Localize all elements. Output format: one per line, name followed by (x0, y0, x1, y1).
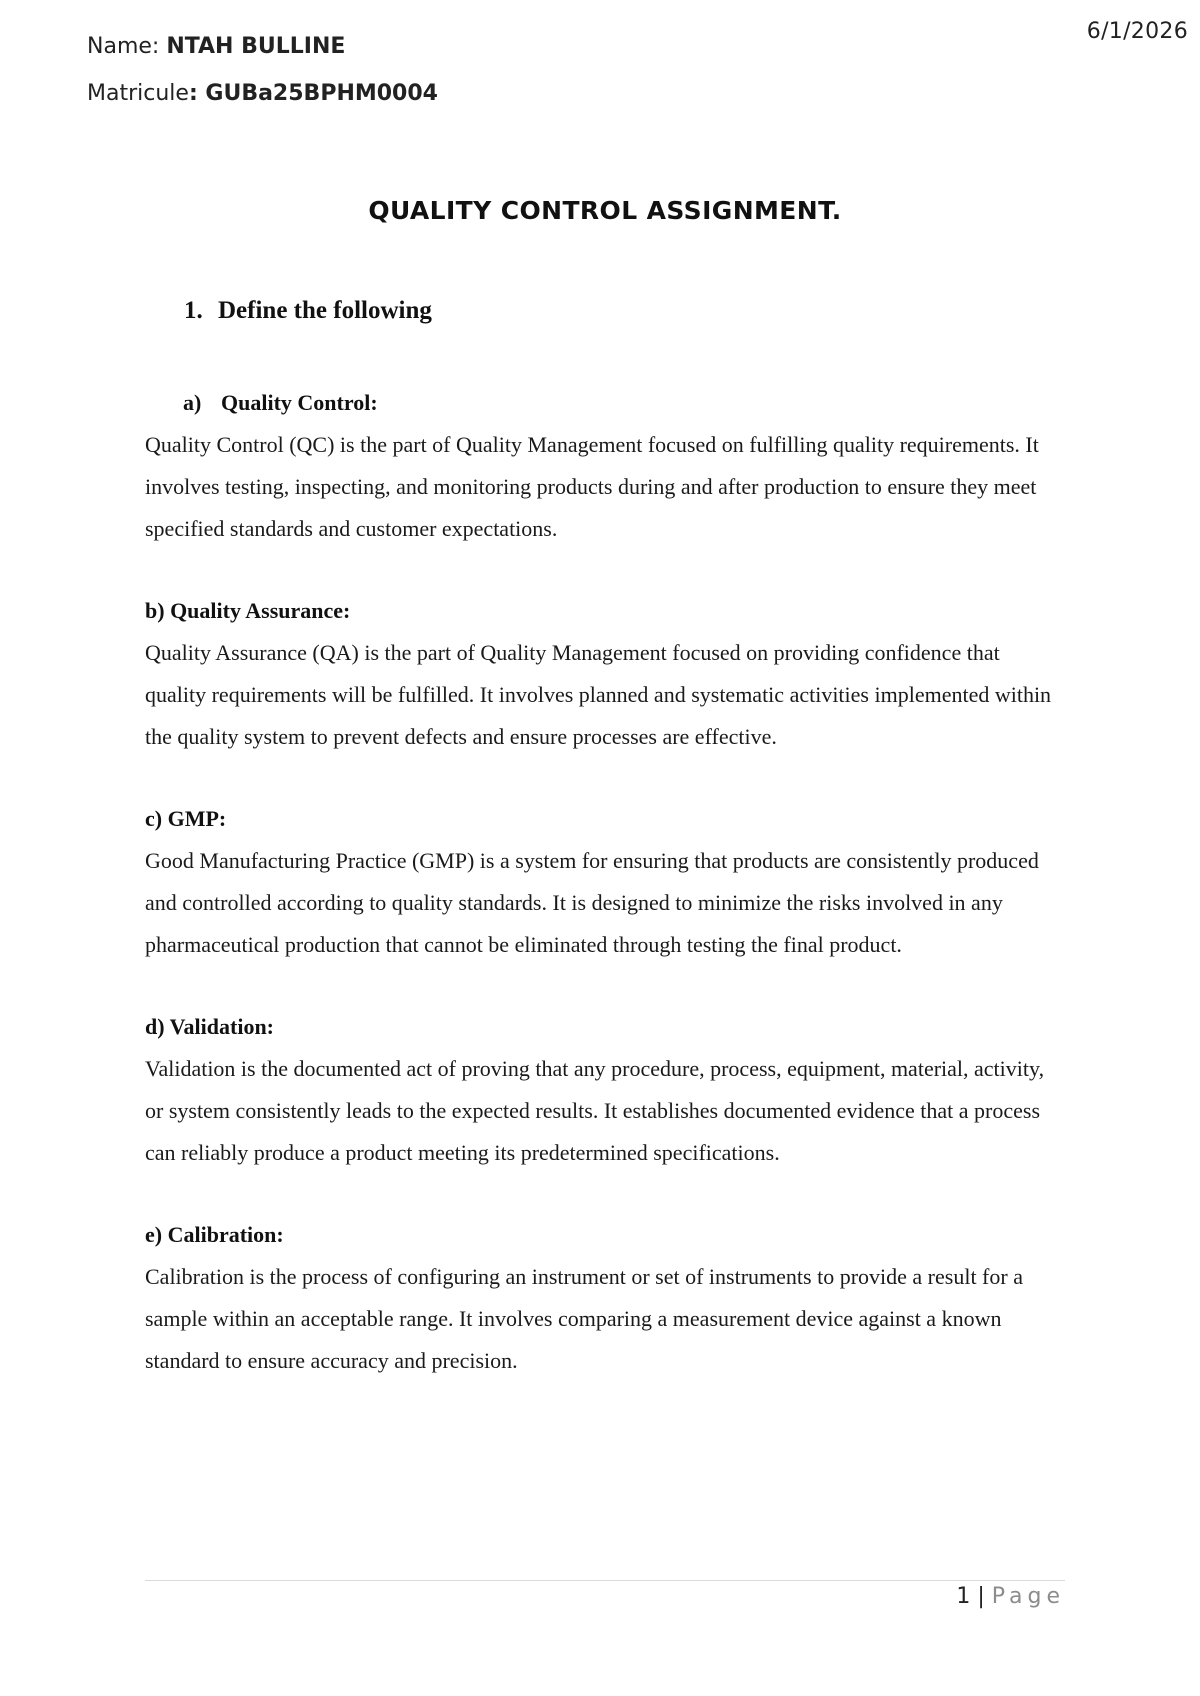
page-label: Page (991, 1584, 1065, 1609)
definition-letter: d) (145, 1014, 165, 1039)
definition-letter: b) (145, 598, 165, 623)
footer-divider (145, 1580, 1065, 1581)
definition-text: Calibration is the process of configuring an instrument or set of instruments to provide a result for a sample within an acceptable range. It involves comparing a measurement device against a known standard to ensure accuracy and precision. (145, 1264, 1023, 1373)
definition-letter: e) (145, 1222, 163, 1247)
definition-term (145, 798, 1065, 840)
definition-text: Validation is the documented act of proving that any procedure, process, equipment, material, activity, or system consistently leads to the expected results. It establishes documented evidence that a process can reliably produce a product meeting its predetermined specifications. (145, 1056, 1045, 1165)
definition-term (145, 1214, 1065, 1256)
definition-calibration (145, 1214, 1065, 1382)
definition-text: Quality Control (QC) is the part of Quality Management focused on fulfilling quality requirements. It involves testing, inspecting, and monitoring products during and after production to ensure they meet specified standards and customer expectations. (145, 432, 1039, 541)
matricule-line (87, 81, 438, 106)
definition-quality-control (145, 382, 1065, 550)
matricule-number: : GUBa25BPHM0004 (188, 81, 438, 106)
document-date: 6/1/2026 (1086, 19, 1188, 44)
definition-term-text: Quality Assurance: (170, 598, 351, 623)
name-label: Name: (87, 34, 167, 59)
section-number: 1. (184, 297, 203, 324)
page-footer (956, 1584, 1065, 1609)
definition-validation (145, 1006, 1065, 1174)
definitions-list (145, 382, 1065, 1422)
definition-text: Quality Assurance (QA) is the part of Quality Management focused on providing confidence that quality requirements will be fulfilled. It involves planned and systematic activities implemented within the quality system to prevent defects and ensure processes are effective. (145, 640, 1052, 749)
page-number: 1 (956, 1584, 971, 1609)
footer-separator: | (970, 1584, 992, 1609)
definition-text: Good Manufacturing Practice (GMP) is a system for ensuring that products are consistently produced and controlled according to quality standards. It is designed to minimize the risks involved in any pharmaceutical production that cannot be eliminated through testing the final product. (145, 848, 1039, 957)
definition-term-text: Calibration: (167, 1222, 284, 1247)
definition-quality-assurance (145, 590, 1065, 758)
definition-term (145, 1006, 1065, 1048)
definition-term-text: GMP: (167, 806, 227, 831)
definition-term (145, 382, 1065, 424)
student-name: NTAH BULLINE (166, 34, 346, 59)
definition-letter: c) (145, 806, 163, 831)
definition-term-text: Validation: (169, 1014, 274, 1039)
definition-term-text: Quality Control: (221, 390, 378, 415)
definition-term (145, 590, 1065, 632)
definition-letter: a) (183, 390, 202, 415)
section-heading (184, 297, 432, 325)
matricule-label: Matricule (87, 81, 189, 106)
section-heading-text: Define the following (218, 297, 432, 324)
definition-gmp (145, 798, 1065, 966)
document-title: QUALITY CONTROL ASSIGNMENT. (368, 196, 842, 225)
student-name-line (87, 34, 345, 59)
